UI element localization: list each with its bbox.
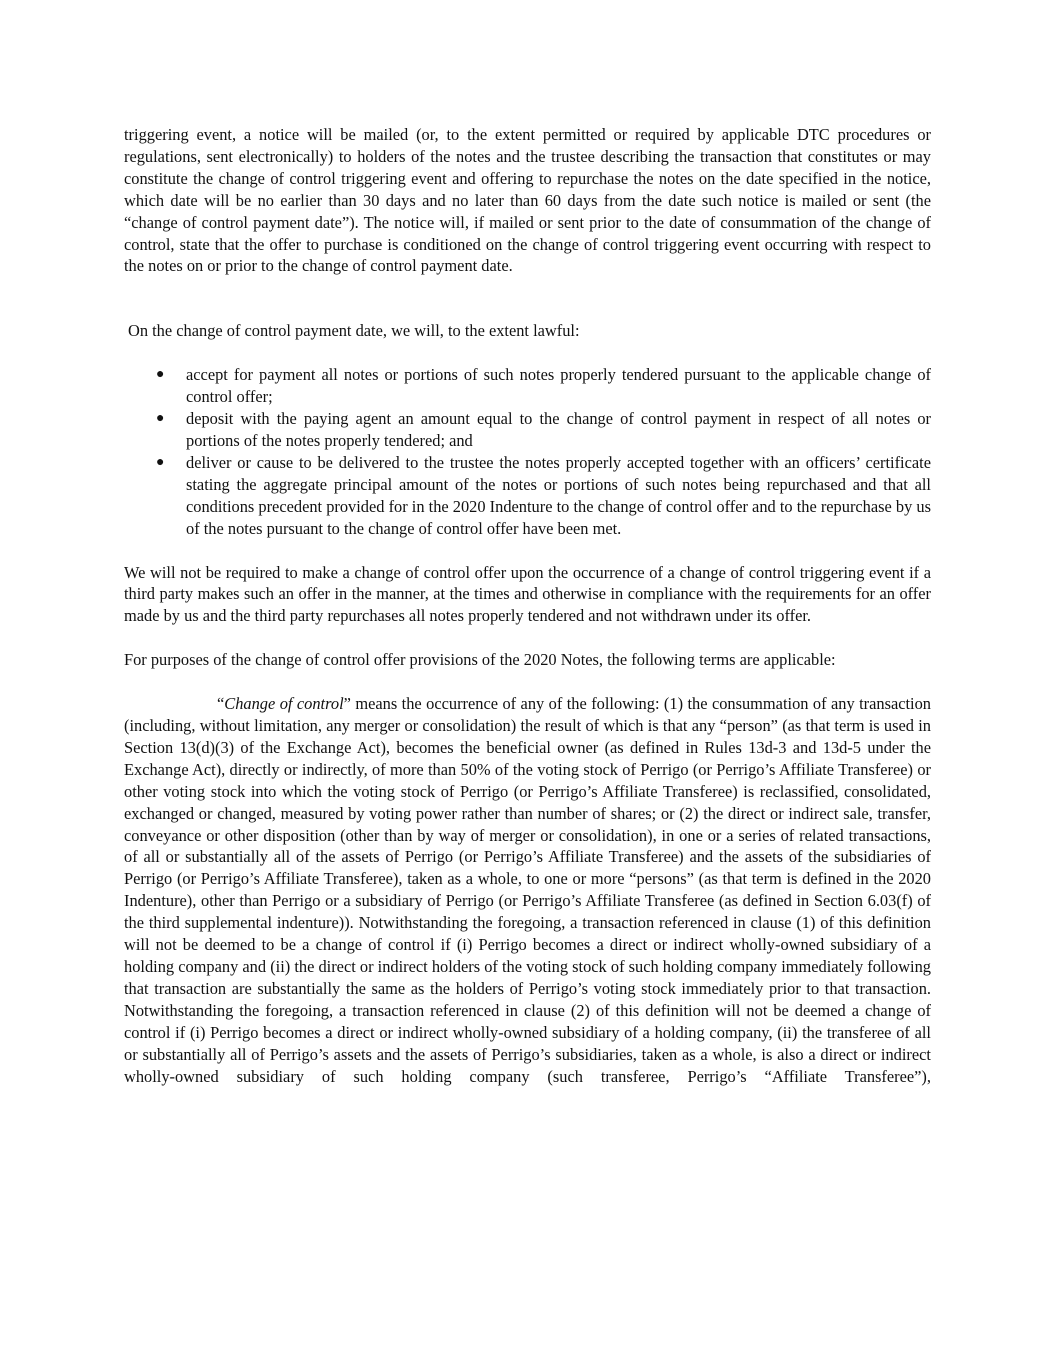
spacer bbox=[124, 671, 931, 693]
list-item bbox=[124, 364, 931, 408]
paragraph-purposes: For purposes of the change of control offer provisions of the 2020 Notes, the following terms are applicable: bbox=[124, 650, 836, 670]
list-item-text: accept for payment all notes or portions of such notes properly tendered pursuant to the applicable change of control offer; bbox=[186, 365, 931, 407]
list-item-text: deposit with the paying agent an amount equal to the change of control payment in respect of all notes or portions of the notes properly tendered; and bbox=[186, 409, 931, 450]
spacer bbox=[124, 277, 931, 320]
bullet-icon: ● bbox=[156, 411, 165, 427]
spacer bbox=[124, 627, 931, 649]
spacer bbox=[124, 540, 931, 562]
list-item-text: deliver or cause to be delivered to the trustee the notes properly accepted together with an officers’ certificate stating the aggregate principal amount of the notes or portions of such notes being repurchased and that all conditions precedent provided for in the 2020 Indenture to the change of control offer and to the repurchase by us of the notes pursuant to the change of control offer have been met. bbox=[186, 452, 931, 538]
paragraph-payment-date-intro: On the change of control payment date, we will, to the extent lawful: bbox=[128, 321, 580, 341]
paragraph-third-party-offer: We will not be required to make a change of control offer upon the occurrence of a change of control triggering event if a third party makes such an offer in the manner, at the times and otherwise in compliance with the requirements for an offer made by us and the third party repurchases all notes properly tendered and not withdrawn under its offer. bbox=[124, 562, 931, 626]
spacer bbox=[124, 342, 931, 364]
paragraph-change-of-control-definition bbox=[124, 693, 931, 1087]
obligations-list bbox=[124, 364, 931, 539]
bullet-icon: ● bbox=[156, 367, 165, 383]
defined-term: Change of control bbox=[224, 694, 344, 714]
close-quote: ” bbox=[343, 694, 351, 714]
paragraph-notice: triggering event, a notice will be mailed (or, to the extent permitted or required by applicable DTC procedures or regulations, sent electronically) to holders of the notes and the trustee describing the transaction that constitutes or may constitute the change of control triggering event and offering to repurchase the notes on the date specified in the notice, which date will be no earlier than 30 days and no later than 60 days from the date such notice is mailed or sent (the “change of control payment date”). The notice will, if mailed or sent prior to the date of consummation of the change of control, state that the offer to purchase is conditioned on the change of control triggering event occurring with respect to the notes on or prior to the change of control payment date. bbox=[124, 125, 931, 276]
list-item bbox=[124, 452, 931, 540]
bullet-icon: ● bbox=[156, 454, 165, 470]
list-item bbox=[124, 408, 931, 452]
open-quote: “ bbox=[217, 694, 225, 714]
definition-body: means the occurrence of any of the following: (1) the consummation of any transaction (including, without limitation, any merger or consolidation) the result of which is that any “person” (as that term is used in Section 13(d)(3) of the Exchange Act), becomes the beneficial owner (as defined in Rules 13d-3 and 13d-5 under the Exchange Act), directly or indirectly, of more than 50% of the voting stock of Perrigo (or Perrigo’s Affiliate Transferee) or other voting stock into which the voting stock of Perrigo (or Perrigo’s Affiliate Transferee) is reclassified, consolidated, exchanged or changed, measured by voting power rather than number of shares; or (2) the direct or indirect sale, transfer, conveyance or other disposition (other than by way of merger or consolidation), in one or a series of related transactions, of all or substantially all of the assets of Perrigo (or Perrigo’s Affiliate Transferee) and the assets of the subsidiaries of Perrigo (or Perrigo’s Affiliate Transferee), taken as a whole, to one or more “persons” (as that term is defined in the 2020 Indenture), other than Perrigo or a subsidiary of Perrigo (or Perrigo’s Affiliate Transferee (as defined in Section 6.03(f) of the third supplemental indenture)). Notwithstanding the foregoing, a transaction referenced in clause (1) of this definition will not be deemed to be a change of control if (i) Perrigo becomes a direct or indirect wholly-owned subsidiary of a holding company and (ii) the direct or indirect holders of the voting stock of such holding company immediately following that transaction are substantially the same as the holders of Perrigo’s voting stock immediately prior to that transaction. Notwithstanding the foregoing, a transaction referenced in clause (2) of this definition will not be deemed a change of control if (i) Perrigo becomes a direct or indirect wholly-owned subsidiary of a holding company, (ii) the transferee of all or substantially all of Perrigo’s assets and the assets of Perrigo’s subsidiaries, taken as a whole, is also a direct or indirect wholly-owned subsidiary of such holding company (such transferee, Perrigo’s “Affiliate Transferee”), bbox=[124, 694, 931, 1086]
document-page bbox=[124, 124, 931, 1087]
